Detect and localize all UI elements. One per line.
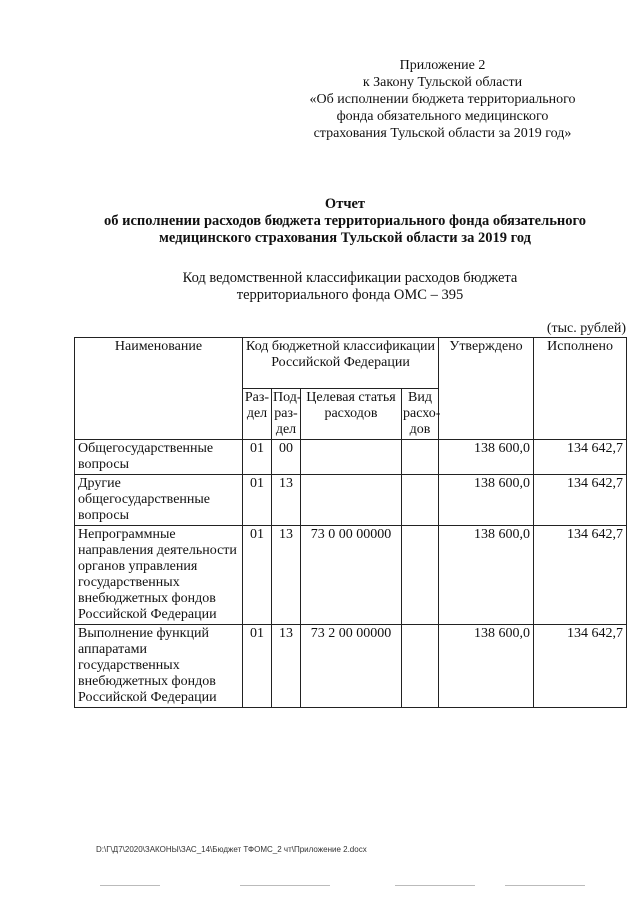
header-type: Вид расхо-дов [402,389,439,440]
row-type [402,526,439,625]
row-approved: 138 600,0 [439,526,534,625]
row-target [301,475,402,526]
row-name: Другие общегосударственные вопросы [75,475,243,526]
row-type [402,440,439,475]
scan-artifact-line [240,885,330,886]
row-executed: 134 642,7 [534,440,627,475]
table-row [75,475,627,526]
row-subsection: 13 [272,526,301,625]
row-section: 01 [243,440,272,475]
appendix-line: к Закону Тульской области [362,75,523,90]
row-approved: 138 600,0 [439,440,534,475]
row-target [301,440,402,475]
row-approved: 138 600,0 [439,475,534,526]
appendix-line: страхования Тульской области за 2019 год» [313,126,572,141]
table-row [75,440,627,475]
row-name: Непрограммные направления деятельности органов управления государственных внебюджетных фондов Российской Федерации [75,526,243,625]
appendix-line: Приложение 2 [399,58,486,73]
header-approved: Утверждено [439,338,534,440]
scan-artifact-line [505,885,585,886]
row-subsection: 13 [272,475,301,526]
row-subsection: 00 [272,440,301,475]
row-type [402,475,439,526]
table-row [75,625,627,708]
units-label: (тыс. рублей) [546,321,626,336]
appendix-header [290,57,595,142]
header-name: Наименование [75,338,243,440]
row-subsection: 13 [272,625,301,708]
appendix-line: фонда обязательного медицинского [336,109,549,124]
header-section: Раз-дел [243,389,272,440]
code-info-line2: территориального фонда ОМС – 395 [236,287,464,303]
row-type [402,625,439,708]
report-subtitle-line2: медицинского страхования Тульской области за 2019 год [159,230,531,246]
report-title: Отчет [324,196,366,212]
table-row [75,526,627,625]
row-section: 01 [243,526,272,625]
row-target: 73 0 00 00000 [301,526,402,625]
table-header-row [75,338,627,389]
row-name: Общегосударственные вопросы [75,440,243,475]
header-subsection: Под-раз-дел [272,389,301,440]
row-section: 01 [243,475,272,526]
code-info-line1: Код ведомственной классификации расходов бюджета [182,270,518,286]
row-name: Выполнение функций аппаратами государственных внебюджетных фондов Российской Федерации [75,625,243,708]
row-executed: 134 642,7 [534,475,627,526]
appendix-line: «Об исполнении бюджета территориального [309,92,576,107]
report-title-block [70,196,620,247]
header-target: Целевая статья расходов [301,389,402,440]
row-executed: 134 642,7 [534,526,627,625]
report-subtitle-line1: об исполнении расходов бюджета территориального фонда обязательного [104,213,586,229]
footer-file-path: D:\Г\Д7\2020\ЗАКОНЫ\ЗАС_14\Бюджет ТФОМС_2 чт\Приложение 2.docx [96,845,367,854]
classification-code-info [140,270,560,304]
row-section: 01 [243,625,272,708]
header-budget-code: Код бюджетной классификации Российской Федерации [243,338,439,389]
row-target: 73 2 00 00000 [301,625,402,708]
scan-artifact-line [100,885,160,886]
row-executed: 134 642,7 [534,625,627,708]
header-executed: Исполнено [534,338,627,440]
row-approved: 138 600,0 [439,625,534,708]
expenditure-table [74,337,627,708]
scan-artifact-line [395,885,475,886]
